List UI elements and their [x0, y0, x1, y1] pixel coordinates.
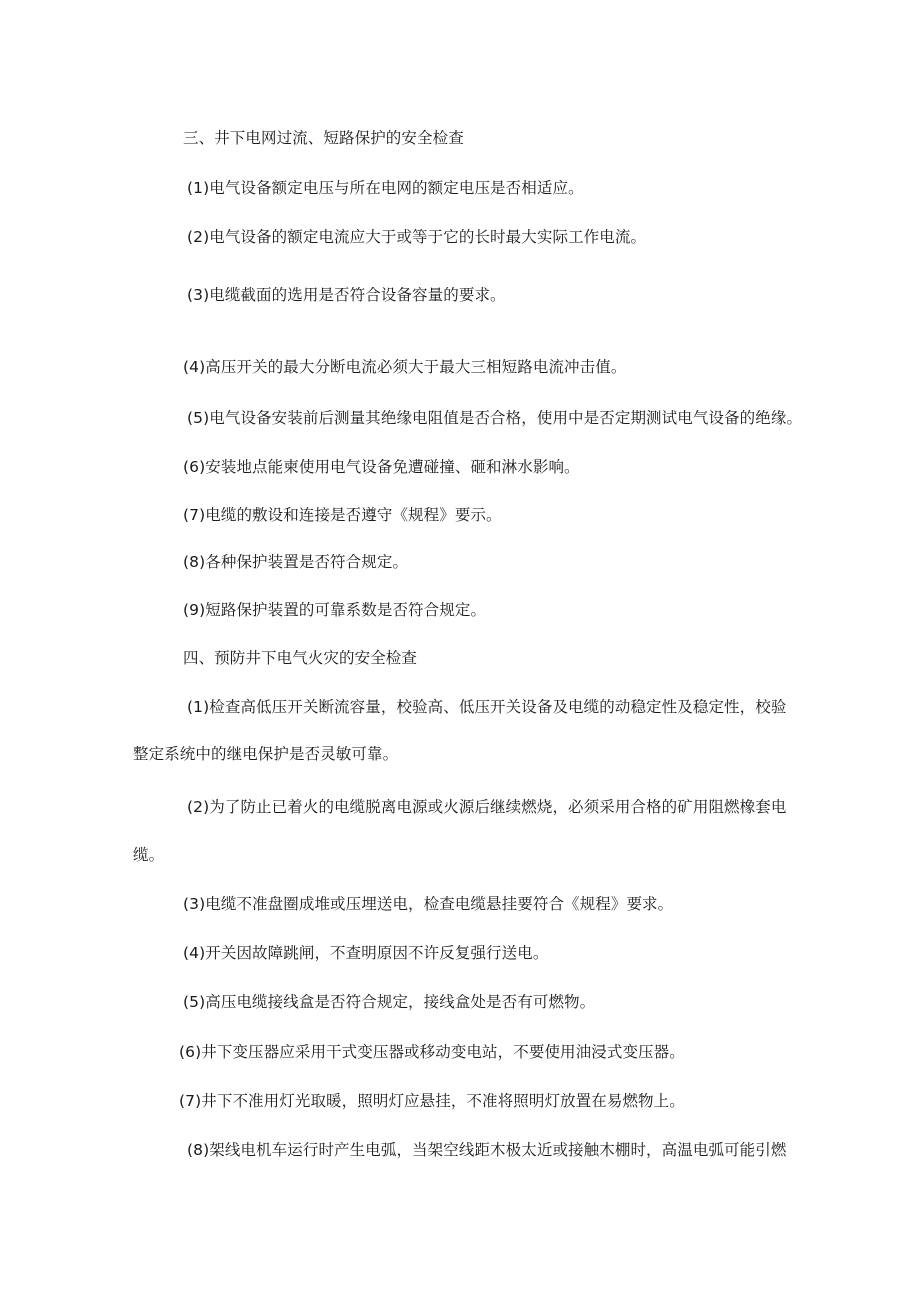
section-3-item-5: (5)电气设备安装前后测量其绝缘电阻值是否合格，使用中是否定期测试电气设备的绝缘。: [187, 409, 803, 427]
section-4-item-1-line-2: 整定系统中的继电保护是否灵敏可靠。: [133, 745, 399, 763]
section-4-item-2-line-1: (2)为了防止已着火的电缆脱离电源或火源后继续燃烧，必须采用合格的矿用阻燃橡套电: [187, 798, 787, 816]
section-3-item-2: (2)电气设备的额定电流应大于或等于它的长时最大实际工作电流。: [187, 228, 647, 246]
section-3-heading: 三、井下电网过流、短路保护的安全检查: [183, 129, 464, 147]
section-3-item-7: (7)电缆的敷设和连接是否遵守《规程》要示。: [183, 506, 502, 524]
section-4-item-8: (8)架线电机车运行时产生电弧，当架空线距木极太近或接触木棚时，高温电弧可能引燃: [187, 1141, 787, 1159]
section-3-item-6: (6)安装地点能柬使用电气设备免遭碰撞、砸和淋水影响。: [183, 458, 580, 476]
section-3-item-8: (8)各种保护装置是否符合规定。: [183, 553, 409, 571]
section-4-item-4: (4)开关因故障跳闸，不查明原因不许反复强行送电。: [183, 944, 549, 962]
section-3-item-9: (9)短路保护装置的可靠系数是否符合规定。: [183, 601, 487, 619]
section-4-item-6: (6)井下变压器应采用干式变压器或移动变电站，不要使用油浸式变压器。: [179, 1043, 685, 1061]
section-4-item-7: (7)井下不准用灯光取暖，照明灯应悬挂，不准将照明灯放置在易燃物上。: [179, 1092, 685, 1110]
section-4-item-1-line-1: (1)检查高低压开关断流容量，校验高、低压开关设备及电缆的动稳定性及稳定性，校验: [187, 698, 787, 716]
section-4-item-2-line-2: 缆。: [133, 846, 165, 864]
section-4-item-3: (3)电缆不准盘圈成堆或压埋送电，检查电缆悬挂要符合《规程》要求。: [183, 895, 674, 913]
section-3-item-1: (1)电气设备额定电压与所在电网的额定电压是否相适应。: [187, 179, 584, 197]
section-3-item-4: (4)高压开关的最大分断电流必须大于最大三相短路电流冲击值。: [183, 358, 627, 376]
section-4-item-5: (5)高压电缆接线盒是否符合规定，接线盒处是否有可燃物。: [183, 993, 596, 1011]
section-3-item-3: (3)电缆截面的选用是否符合设备容量的要求。: [187, 286, 506, 304]
section-4-heading: 四、预防井下电气火灾的安全检查: [183, 649, 418, 667]
